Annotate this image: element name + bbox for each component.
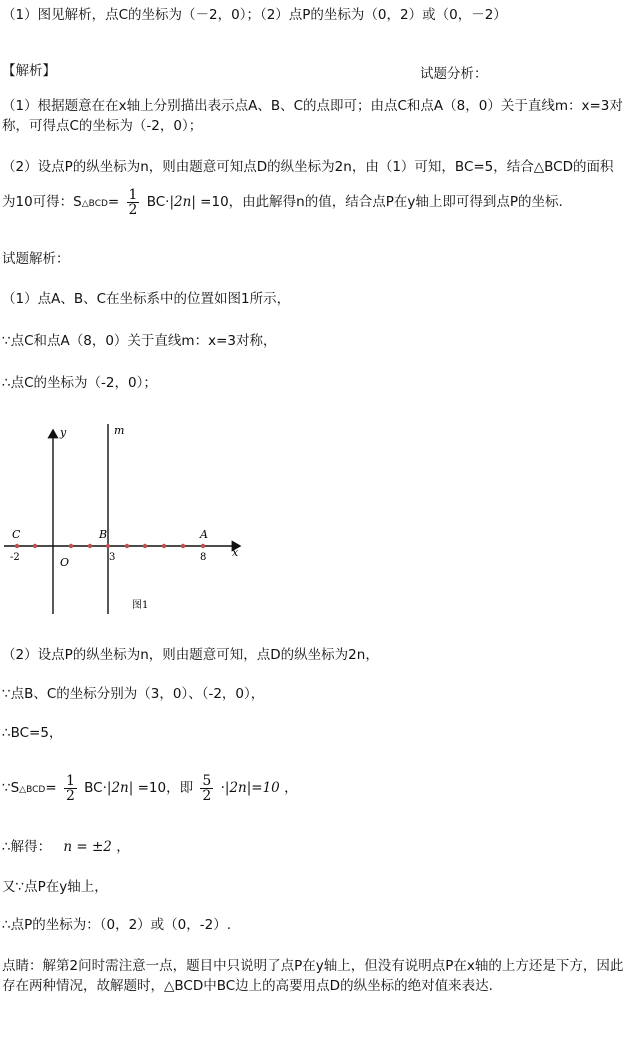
fraction-half: [127, 188, 140, 217]
solution-part2-line-7: ∴点P的坐标为：（0，2）或（0，-2）.: [2, 917, 231, 933]
comma: ，: [116, 839, 130, 855]
analysis-conclusion: =10，由此解得n的值，结合点P在y轴上即可得到点P的坐标.: [200, 194, 563, 210]
point-a: [201, 544, 205, 548]
since-s: ∵S: [2, 780, 20, 796]
triangle-subscript: △BCD: [19, 785, 46, 795]
solution-part2-area-line: [2, 770, 298, 808]
analysis-right-label: 试题分析：: [420, 66, 488, 82]
equals-ten-text: =10，即: [137, 780, 194, 796]
n-value: n = ±2: [63, 839, 112, 855]
tick-dot: [88, 544, 92, 548]
answer-line: （1）图见解析，点C的坐标为（－2，0）；（2）点P的坐标为（0，2）或（0，－2）: [2, 7, 507, 23]
fraction-denominator: 2: [128, 201, 138, 218]
tick-label-3: 3: [109, 552, 116, 563]
analysis-text: 为10可得：S: [2, 194, 82, 210]
fraction-denominator: 2: [65, 787, 75, 804]
bc-text: BC·: [84, 780, 107, 796]
fraction-numerator: 5: [202, 772, 212, 789]
solution-part2-line-1: （2）设点P的纵坐标为n，则由题意可知，点D的纵坐标为2n，: [2, 647, 379, 663]
analysis-paragraph-1: （1）根据题意在在x轴上分别描出表示点A、B、C的点即可；由点C和点A（8，0）关于直线m：x=3对称，可得点C的坐标为（-2，0）；: [2, 98, 623, 134]
tick-dot: [181, 544, 185, 548]
point-c-label: C: [12, 528, 21, 541]
analysis-title: 【解析】: [2, 63, 56, 79]
comma: ，: [284, 780, 298, 796]
abs-2n-equals-ten: ·|2n|=10: [220, 780, 280, 796]
abs-2n: |2n|: [169, 194, 196, 210]
solution-step-1: （1）点A、B、C在坐标系中的位置如图1所示，: [2, 291, 291, 307]
fraction-numerator: 1: [128, 186, 138, 203]
abs-2n: |2n|: [106, 780, 134, 796]
comment-paragraph: 点睛：解第2问时需注意一点，题目中只说明了点P在y轴上，但没有说明点P在x轴的上方还是下方，因此存在两种情况，故解题时，△BCD中BC边上的高要用点D的纵坐标的绝对值来表达.: [2, 958, 624, 994]
tick-dot: [125, 544, 129, 548]
solution-part2-line-2: ∵点B、C的坐标分别为（3，0）、（-2，0），: [2, 686, 265, 702]
solution-part2-line-6: 又∵点P在y轴上，: [2, 879, 108, 895]
m-line-label: m: [114, 424, 125, 437]
point-a-label: A: [200, 528, 208, 541]
y-axis-label: y: [60, 426, 67, 439]
fraction-denominator: 2: [202, 787, 212, 804]
tick-label-8: 8: [200, 552, 207, 563]
solution-step-3: ∴点C的坐标为（-2，0）；: [2, 375, 157, 391]
analysis-paragraph-2b: [2, 184, 563, 222]
tick-label-neg2: -2: [10, 552, 20, 563]
fraction-half: [64, 774, 77, 803]
bc-text: BC·: [146, 194, 170, 210]
solve-label: ∴解得：: [2, 839, 52, 855]
solution-part2-solve-line: [2, 838, 130, 856]
tick-dot: [162, 544, 166, 548]
point-c: [15, 544, 19, 548]
tick-dot: [143, 544, 147, 548]
tick-dot: [69, 544, 73, 548]
equals-sign: =: [45, 780, 57, 796]
point-b-label: B: [99, 528, 108, 541]
fraction-numerator: 1: [65, 772, 75, 789]
triangle-subscript: △BCD: [81, 199, 108, 209]
solution-title: 试题解析：: [2, 251, 70, 267]
origin-label: O: [60, 556, 70, 569]
equals-sign: =: [107, 194, 120, 210]
figure-caption: 图1: [132, 600, 149, 611]
solution-step-2: ∵点C和点A（8，0）关于直线m：x=3对称，: [2, 333, 277, 349]
tick-dot: [33, 544, 37, 548]
x-axis-label: x: [232, 546, 239, 559]
fraction-five-halves: [200, 774, 213, 803]
point-b: [106, 544, 110, 548]
solution-part2-line-3: ∴BC=5，: [2, 725, 63, 741]
coordinate-figure: [0, 418, 260, 623]
analysis-paragraph-2a: （2）设点P的纵坐标为n，则由题意可知点D的纵坐标为2n，由（1）可知，BC=5，结合△BCD的面积: [2, 159, 614, 175]
